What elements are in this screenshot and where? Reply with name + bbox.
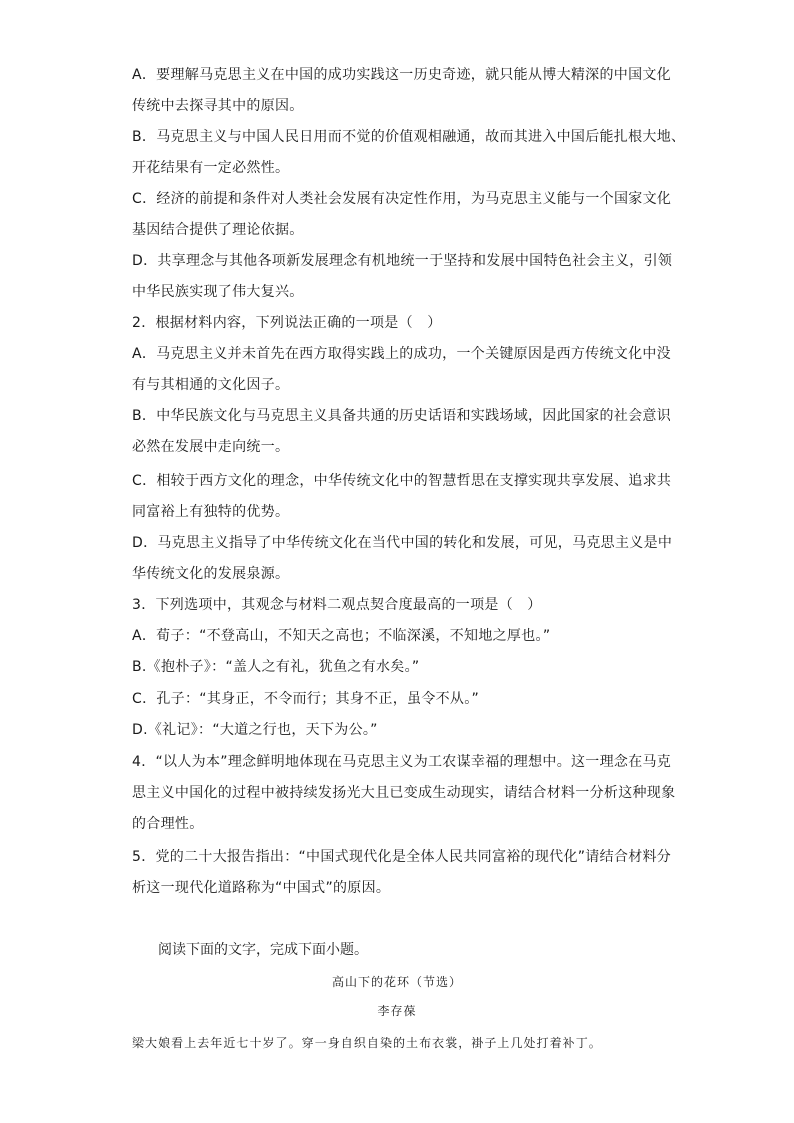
q4-question bbox=[132, 747, 676, 840]
q3-option-a bbox=[132, 621, 672, 652]
text-line: 传统中去探寻其中的原因。 bbox=[132, 98, 304, 114]
text-line: 中华民族实现了伟大复兴。 bbox=[132, 284, 304, 300]
text-line: D．共享理念与其他各项新发展理念有机地统一于坚持和发展中国特色社会主义，引领 bbox=[132, 253, 673, 269]
reading-author: 李存葆 bbox=[377, 1004, 417, 1018]
q3-stem bbox=[132, 590, 672, 621]
text-line: 同富裕上有独特的优势。 bbox=[132, 504, 290, 520]
text-line: D.《礼记》：“大道之行也，天下为公。” bbox=[132, 722, 378, 738]
q3-option-c bbox=[132, 684, 672, 715]
text-line: C．孔子：“其身正，不令而行；其身不正，虽令不从。” bbox=[132, 691, 480, 707]
reading-first-line: 梁大娘看上去年近七十岁了。穿一身自织自染的土布衣裳，褂子上几处打着补丁。 bbox=[132, 1036, 602, 1050]
text-line: A．要理解马克思主义在中国的成功实践这一历史奇迹，就只能从博大精深的中国文化 bbox=[132, 67, 671, 83]
reading-title: 高山下的花环（节选） bbox=[331, 975, 462, 989]
reading-intro: 阅读下面的文字，完成下面小题。 bbox=[158, 942, 368, 958]
text-line: C．经济的前提和条件对人类社会发展有决定性作用，为马克思主义能与一个国家文化 bbox=[132, 191, 672, 207]
q3-option-b bbox=[132, 652, 672, 683]
text-line: B．中华民族文化与马克思主义具备共通的历史话语和实践场域，因此国家的社会意识 bbox=[132, 408, 672, 424]
q1-option-b bbox=[132, 122, 686, 184]
q1-option-d bbox=[132, 246, 672, 308]
q1-option-a bbox=[132, 60, 672, 122]
text-line: B.《抱朴子》：“盖人之有礼，犹鱼之有水矣。” bbox=[132, 659, 420, 675]
text-line: 4．“以人为本”理念鲜明地体现在马克思主义为工农谋幸福的理想中。这一理念在马克 bbox=[132, 754, 672, 770]
q2-option-a bbox=[132, 339, 672, 401]
q2-stem bbox=[132, 308, 672, 339]
text-line: 必然在发展中走向统一。 bbox=[132, 439, 290, 455]
q5-question bbox=[132, 842, 672, 904]
q2-option-b bbox=[132, 401, 672, 463]
q2-option-d bbox=[132, 528, 672, 590]
q3-option-d bbox=[132, 715, 672, 746]
q2-option-c bbox=[132, 466, 672, 528]
text-line: 的合理性。 bbox=[132, 816, 204, 832]
text-line: 5．党的二十大报告指出：“中国式现代化是全体人民共同富裕的现代化”请结合材料分 bbox=[132, 849, 672, 865]
text-line: A．马克思主义并未首先在西方取得实践上的成功，一个关键原因是西方传统文化中没 bbox=[132, 346, 671, 362]
text-line: 基因结合提供了理论依据。 bbox=[132, 222, 304, 238]
text-line: 析这一现代化道路称为“中国式”的原因。 bbox=[132, 880, 391, 896]
text-line: C．相较于西方文化的理念，中华传统文化中的智慧哲思在支撑实现共享发展、追求共 bbox=[132, 473, 672, 489]
text-line: 华传统文化的发展泉源。 bbox=[132, 566, 290, 582]
text-line: 2．根据材料内容，下列说法正确的一项是（ ） bbox=[132, 315, 442, 331]
text-line: 3．下列选项中，其观念与材料二观点契合度最高的一项是（ ） bbox=[132, 597, 542, 613]
text-line: 有与其相通的文化因子。 bbox=[132, 377, 290, 393]
text-line: 思主义中国化的过程中被持续发扬光大且已变成生动现实，请结合材料一分析这种现象 bbox=[132, 785, 676, 801]
q1-option-c bbox=[132, 184, 672, 246]
text-line: 开花结果有一定必然性。 bbox=[132, 160, 290, 176]
text-line: D．马克思主义指导了中华传统文化在当代中国的转化和发展，可见，马克思主义是中 bbox=[132, 535, 673, 551]
text-line: A．荀子：“不登高山，不知天之高也；不临深溪，不知地之厚也。” bbox=[132, 628, 551, 644]
text-line: B．马克思主义与中国人民日用而不觉的价值观相融通，故而其进入中国后能扎根大地、 bbox=[132, 129, 686, 145]
